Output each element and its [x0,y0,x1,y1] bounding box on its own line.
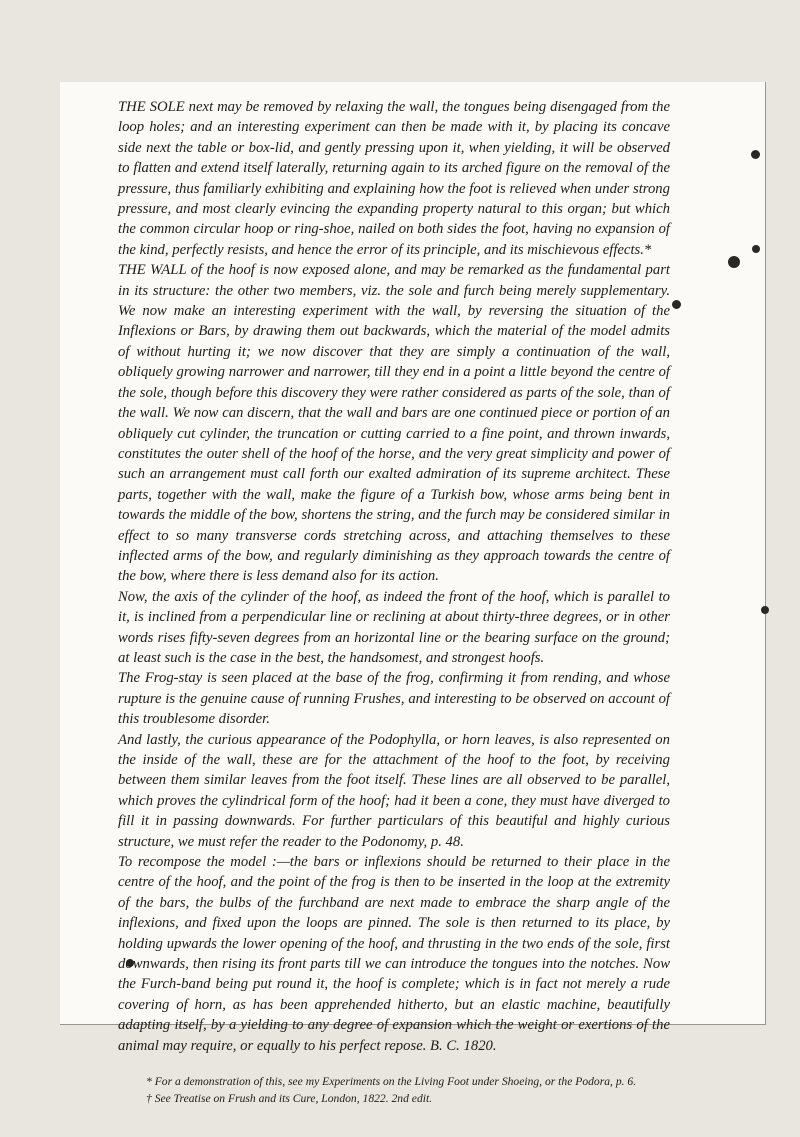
footnote-dagger: † See Treatise on Frush and its Cure, London, 1822. 2nd edit. [146,1092,433,1106]
footnotes [118,1074,670,1107]
paragraph-axis: Now, the axis of the cylinder of the hoof, as indeed the front of the hoof, which is parallel to it, is inclined from a perpendicular line or reclining at about thirty-three degrees, or in other words rises fifty-seven degrees from an horizontal line or the bearing surface on the ground; at least such is the case in the best, the handsomest, and strongest hoofs. [118,588,670,666]
paragraph-recompose: To recompose the model :—the bars or inflexions should be returned to their place in the centre of the hoof, and the point of the frog is then to be inserted in the loop at the extremity of the bars, the bulbs of the furchband are next made to embrace the sharp angle of the inflexions, and fixed upon the loops are pinned. The sole is then returned to its place, by holding upwards the lower opening of the hoof, and thrusting in the two ends of the sole, first downwards, then rising its front parts till we can introduce the tongues into the notches. Now the Furch-band being put round it, the hoof is complete; which is in fact not merely a rude covering of horn, as has been apprehended hitherto, but an elastic machine, beautifully adapting itself, by a yielding to any degree of expansion which the weight or exertions of the animal may require, or equally to his perfect repose. B. C. 1820. [118,854,670,1054]
ink-blot [728,256,740,268]
ink-blot [672,300,681,309]
footnote-asterisk: * For a demonstration of this, see my Experiments on the Living Foot under Shoeing, or the Podora, p. 6. [146,1075,637,1089]
page-body [118,97,670,1108]
paragraph-sole: THE SOLE next may be removed by relaxing the wall, the tongues being disengaged from the loop holes; and an interesting experiment can then be made with it, by placing its concave side next the table or box-lid, and gently pressing upon it, when yielding, it will be observed to flatten and extend itself laterally, returning again to its arched figure on the removal of the pressure, thus familiarly exhibiting and explaining how the foot is relieved when under strong pressure, and most clearly evincing the expanding property natural to this organ; but which the common circular hoop or ring-shoe, nailed on both sides the foot, having no expansion of the kind, perfectly resists, and hence the error of its principle, and its mischievous effects.* [118,99,670,258]
paragraph-frog-stay: The Frog-stay is seen placed at the base of the frog, confirming it from rending, and whose rupture is the genuine cause of running Frushes, and interesting to be observed on account of this troublesome disorder. [118,670,670,728]
ink-blot [752,245,760,253]
paragraph-podophylla: And lastly, the curious appearance of the Podophylla, or horn leaves, is also represented on the inside of the wall, these are for the attachment of the hoof to the foot, by receiving between them similar leaves from the foot itself. These lines are all observed to be parallel, which proves the cylindrical form of the hoof; had it been a cone, they must have diverged to fill it in passing downwards. For further particulars of this beautiful and highly curious structure, we must refer the reader to the Podonomy, p. 48. [118,731,670,850]
paragraph-wall: THE WALL of the hoof is now exposed alone, and may be remarked as the fundamental part in its structure: the other two members, viz. the sole and furch being merely supplementary. We now make an interesting experiment with the wall, by reversing the situation of the Inflexions or Bars, by drawing them out backwards, which the material of the model admits of without hurting it; we now discover that they are simply a continuation of the wall, obliquely growing narrower and narrower, till they end in a point a little beyond the centre of the sole, though before this discovery they were rather considered as parts of the sole, than of the wall. We now can discern, that the wall and bars are one continued piece or portion of an obliquely cut cylinder, the truncation or cutting carried to a fine point, and thrown inwards, constitutes the outer shell of the hoof of the horse, and the very great simplicity and power of such an arrangement must call forth our exalted admiration of its supreme architect. These parts, together with the wall, make the figure of a Turkish bow, whose arms being bent in towards the middle of the bow, shortens the string, and the furch may be considered similar in effect to so many transverse cords stretching across, and attaching themselves to these inflected arms of the bow, and regularly diminishing as they approach towards the centre of the bow, where there is less demand also for its action. [118,262,670,585]
ink-blot [751,150,760,159]
ink-blot [761,606,769,614]
